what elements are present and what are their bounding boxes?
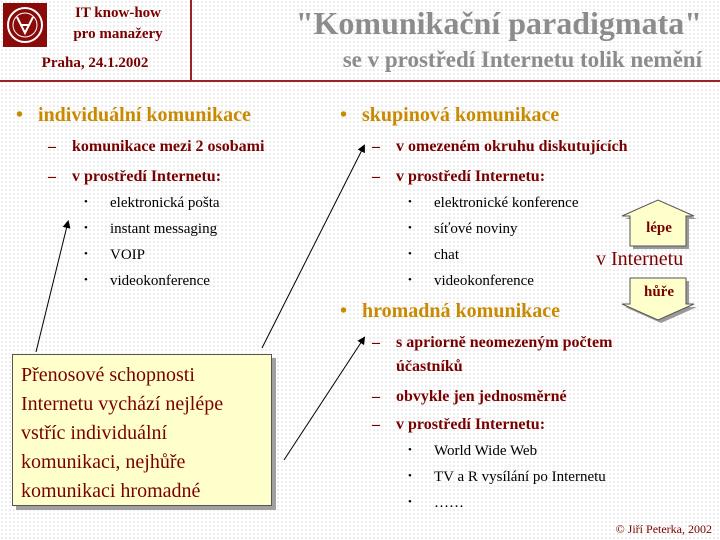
mass-subitem: • …… [408,495,464,511]
left-item: – v prostředí Internetu: [48,168,222,185]
mass-subitem: • World Wide Web [408,443,538,459]
mass-item: – s apriorně neomezeným počtem [372,334,613,351]
mass-subitem: • TV a R vysílání po Internetu [408,469,606,485]
mass-item: – v prostředí Internetu: [372,416,546,433]
group-subitem: • videokonference [408,273,534,289]
bullet-dot-icon: • [340,300,348,322]
pointer-arrow-icon [284,338,364,460]
note-line: Internetu vychází nejlépe [21,393,224,415]
note-line: vstříc individuální [21,422,168,444]
slide-subtitle: se v prostředí Internetu tolik nemění [342,47,702,72]
group-subitem: • síťové noviny [408,221,518,237]
mass-heading: • hromadná komunikace [340,300,561,322]
left-subitem: • instant messaging [84,221,218,237]
header-line2: pro manažery [73,26,163,42]
note-box [12,354,272,506]
scale-middle-label: v Internetu [596,248,684,270]
group-subitem: • chat [408,247,459,263]
pointer-arrow-icon [262,146,364,348]
copyright: © Jiří Peterka, 2002 [615,522,712,536]
group-item: – v prostředí Internetu: [372,168,546,185]
slide-title: "Komunikační paradigmata" [295,5,702,41]
group-item: – v omezeném okruhu diskutujících [372,138,628,155]
better-label: lépe [646,220,672,236]
header-line1: IT know-how [74,5,161,21]
left-subitem: • elektronická pošta [84,195,220,211]
group-heading: • skupinová komunikace [340,104,560,126]
header-date: Praha, 24.1.2002 [41,55,149,71]
note-line: Přenosové schopnosti [21,364,195,386]
note-line: komunikaci hromadné [21,480,201,502]
group-subitem: • elektronické konference [408,195,579,211]
left-subitem: • VOIP [84,247,146,263]
mass-item-continued: účastníků [396,358,463,375]
left-subitem: • videokonference [84,273,210,289]
pointer-arrow-icon [36,222,68,352]
left-item: – komunikace mezi 2 osobami [48,138,265,155]
note-line: komunikaci, nejhůře [21,451,186,473]
worse-label: hůře [644,284,674,300]
left-heading: • individuální komunikace [16,104,251,126]
mass-item: – obvykle jen jednosměrné [372,388,567,405]
bullet-dot-icon: • [340,104,348,126]
bullet-dot-icon: • [16,104,24,126]
